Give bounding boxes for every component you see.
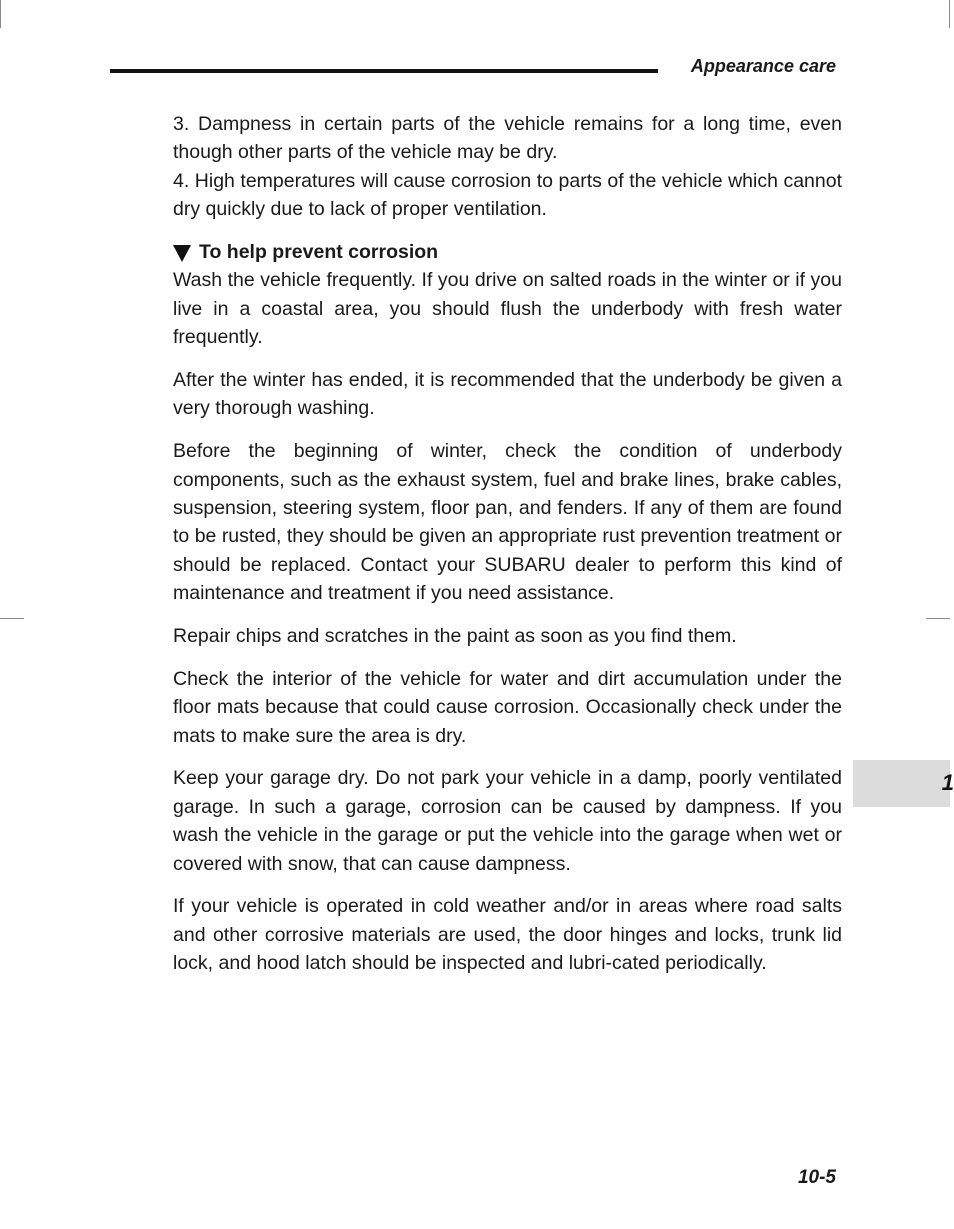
section-title: Appearance care	[690, 56, 836, 76]
page-content	[173, 110, 842, 992]
subheading-prevent-corrosion	[173, 238, 842, 266]
crop-mark-middle-right	[926, 618, 950, 619]
side-tab-label: 1	[941, 770, 954, 795]
header-rule	[110, 69, 658, 73]
list-item-3: 3. Dampness in certain parts of the vehicle remains for a long time, even though other parts of the vehicle may be dry.	[173, 113, 842, 164]
paragraph-cold-weather: If your vehicle is operated in cold weather and/or in areas where road salts and other corrosive materials are used, the door hinges and locks, trunk lid lock, and hood latch should be inspected and lubri-cated periodically.	[173, 895, 842, 975]
chapter-side-tab	[853, 760, 954, 807]
list-item-4: 4. High temperatures will cause corrosion to parts of the vehicle which cannot dry quickly due to lack of proper ventilation.	[173, 169, 842, 221]
page-number: 10-5	[797, 1167, 836, 1188]
paragraph-garage: Keep your garage dry. Do not park your vehicle in a damp, poorly ventilated garage. In such a garage, corrosion can be caused by dampness. If you wash the vehicle in the garage or put the vehicle into the garage when wet or covered with snow, that can cause dampness.	[173, 767, 842, 875]
paragraph-interior: Check the interior of the vehicle for water and dirt accumulation under the floor mats because that could cause corrosion. Occasionally check under the mats to make sure the area is dry.	[173, 667, 842, 747]
paragraph-wash: Wash the vehicle frequently. If you drive on salted roads in the winter or if you live in a coastal area, you should flush the underbody with fresh water frequently.	[173, 269, 842, 349]
crop-mark-top-right	[949, 0, 950, 28]
subheading-text: To help prevent corrosion	[199, 241, 439, 264]
triangle-down-icon	[173, 245, 191, 262]
paragraph-after-winter: After the winter has ended, it is recommended that the underbody be given a very thorough washing.	[173, 369, 842, 420]
crop-mark-middle-left	[0, 618, 24, 619]
paragraph-before-winter: Before the beginning of winter, check the condition of underbody components, such as the exhaust system, fuel and brake lines, brake cables, suspension, steering system, floor pan, and fenders. If any of them are found to be rusted, they should be given an appropriate rust prevention treatment or should be replaced. Contact your SUBARU dealer to perform this kind of maintenance and treatment if you need assistance.	[173, 440, 842, 605]
crop-mark-top-left	[0, 0, 1, 28]
paragraph-repair: Repair chips and scratches in the paint as soon as you find them.	[173, 625, 737, 648]
